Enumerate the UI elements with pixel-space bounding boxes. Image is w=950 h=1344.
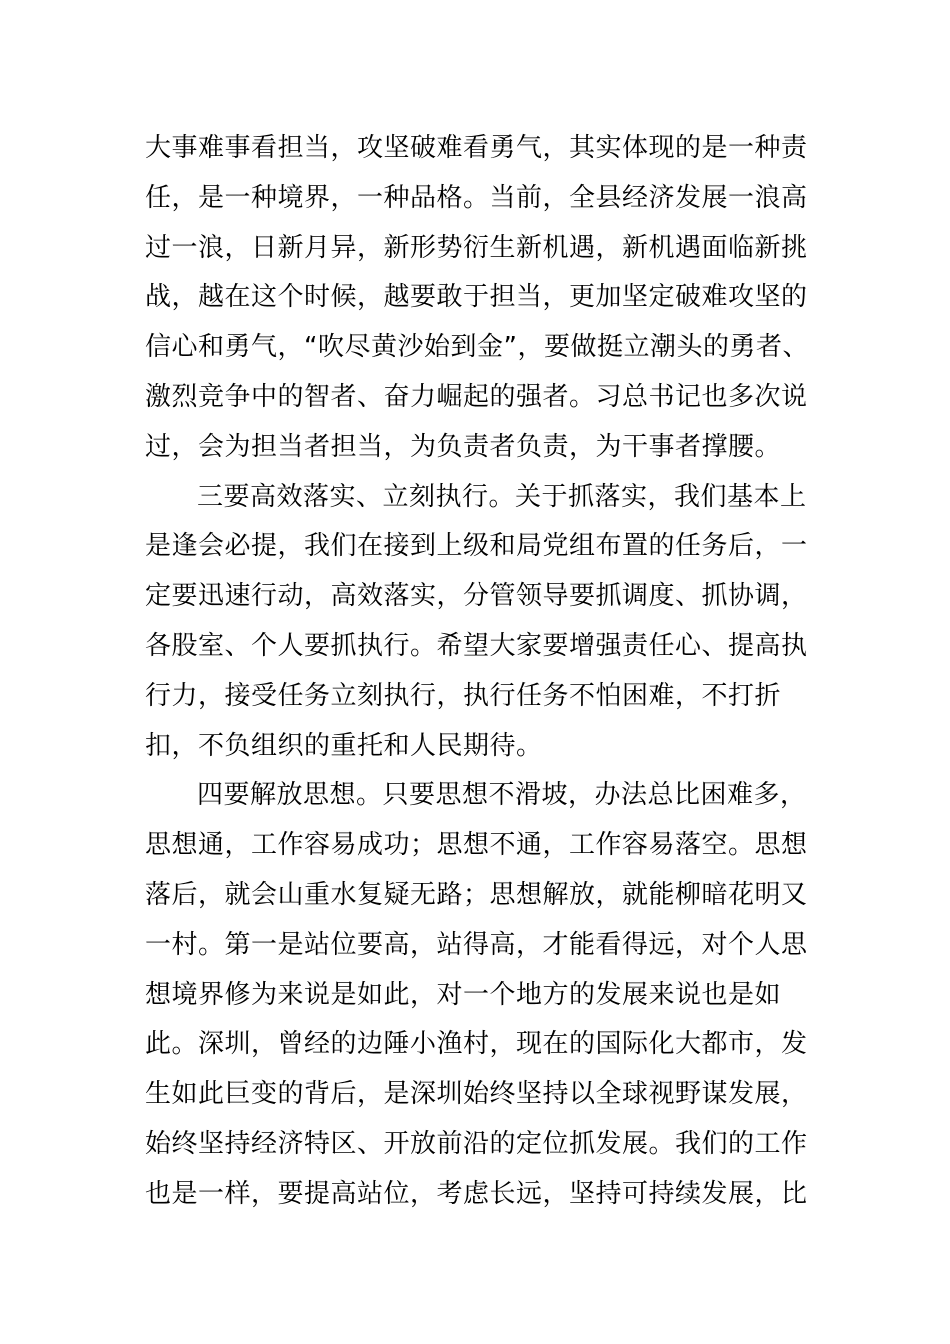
text-line: 扣，不负组织的重托和人民期待。 bbox=[145, 730, 543, 761]
text-line-indented: 四要解放思想。只要思想不滑坡，办法总比困难多， bbox=[197, 780, 807, 811]
text-line: 此。深圳，曾经的边陲小渔村，现在的国际化大都市，发 bbox=[145, 1029, 808, 1060]
text-line: 大事难事看担当，攻坚破难看勇气，其实体现的是一种责 bbox=[145, 133, 808, 163]
text-line: 行力，接受任务立刻执行，执行任务不怕困难，不打折 bbox=[145, 680, 782, 711]
text-line: 也是一样，要提高站位，考虑长远，坚持可持续发展，比 bbox=[145, 1178, 808, 1209]
text-line: 激烈竞争中的智者、奋力崛起的强者。习总书记也多次说 bbox=[145, 381, 808, 412]
text-line: 思想通，工作容易成功；思想不通，工作容易落空。思想 bbox=[145, 830, 808, 861]
text-line-indented: 三要高效落实、立刻执行。关于抓落实，我们基本上 bbox=[197, 481, 807, 512]
text-line: 生如此巨变的背后，是深圳始终坚持以全球视野谋发展， bbox=[145, 1079, 808, 1110]
text-line: 始终坚持经济特区、开放前沿的定位抓发展。我们的工作 bbox=[145, 1128, 808, 1159]
text-line: 各股室、个人要抓执行。希望大家要增强责任心、提高执 bbox=[145, 630, 808, 661]
text-line: 落后，就会山重水复疑无路；思想解放，就能柳暗花明又 bbox=[145, 879, 808, 910]
text-line: 想境界修为来说是如此，对一个地方的发展来说也是如 bbox=[145, 979, 782, 1010]
text-line: 过一浪，日新月异，新形势衍生新机遇，新机遇面临新挑 bbox=[145, 232, 808, 263]
text-line: 一村。第一是站位要高，站得高，才能看得远，对个人思 bbox=[145, 929, 808, 960]
text-line: 信心和勇气，“吹尽黄沙始到金”，要做挺立潮头的勇者、 bbox=[145, 332, 809, 363]
document-body bbox=[145, 124, 815, 1220]
text-line: 过，会为担当者担当，为负责者负责，为干事者撑腰。 bbox=[145, 431, 782, 462]
text-line: 是逢会必提，我们在接到上级和局党组布置的任务后，一 bbox=[145, 531, 808, 562]
text-line: 定要迅速行动，高效落实，分管领导要抓调度、抓协调， bbox=[145, 581, 808, 612]
text-line: 战，越在这个时候，越要敢于担当，更加坚定破难攻坚的 bbox=[145, 282, 808, 313]
text-line: 任，是一种境界，一种品格。当前，全县经济发展一浪高 bbox=[145, 182, 808, 213]
paragraph-execution bbox=[145, 473, 815, 772]
paragraph-thinking bbox=[145, 771, 815, 1219]
paragraph-responsibility bbox=[145, 124, 815, 473]
